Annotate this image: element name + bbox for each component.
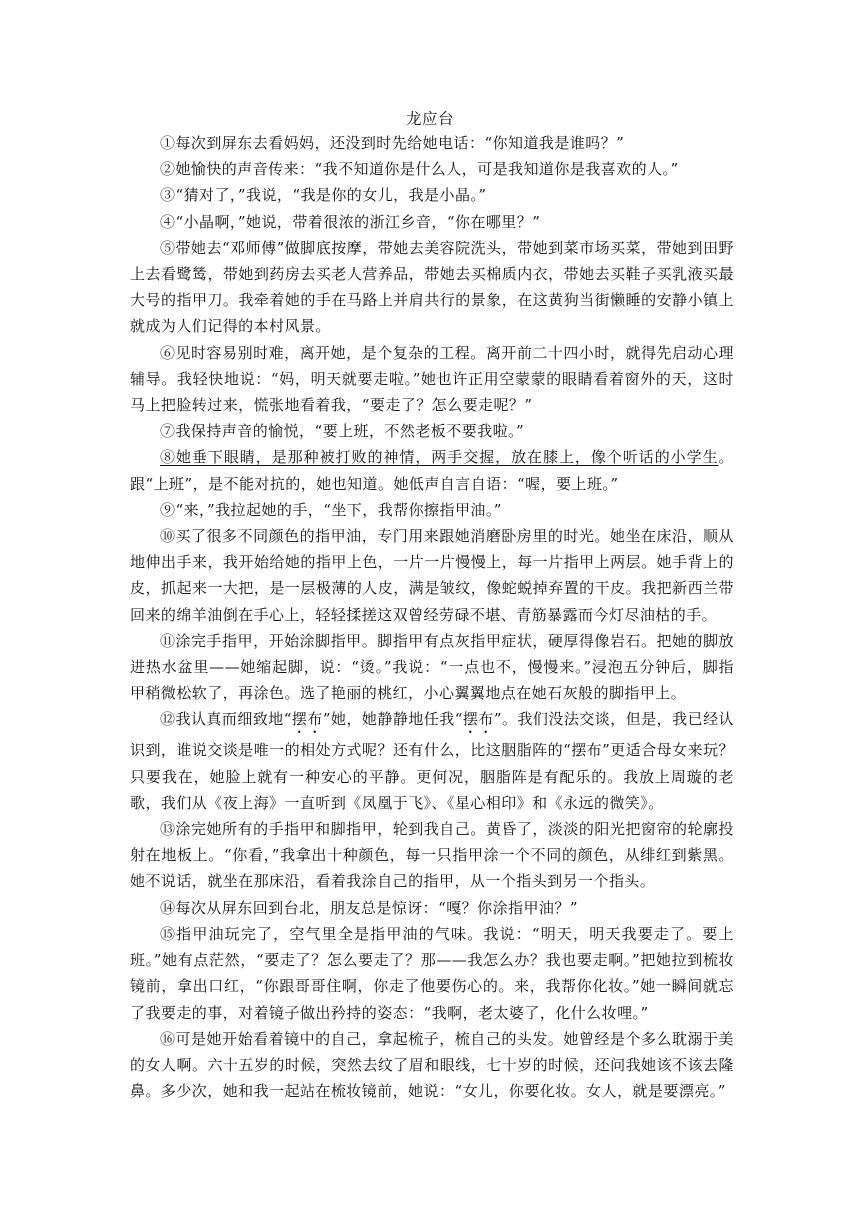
paragraph-12-part-1: ⑫我认真而细致地“ [160,710,292,729]
emphasized-word-2: 摆布 [462,710,494,729]
paragraph-11: ⑪涂完手指甲，开始涂脚指甲。脚指甲有点灰指甲症状，硬厚得像岩石。把她的脚放进热水盆里——她缩起脚，说：“烫。”我说：“一点也不，慢慢来。”浸泡五分钟后，脚指甲稍微松软了，再涂色。选了艳丽的桃红，小心翼翼地点在她石灰般的脚指甲上。 [130,631,734,703]
paragraph-13: ⑬涂完她所有的手指甲和脚指甲，轮到我自己。黄昏了，淡淡的阳光把窗帘的轮廓投射在地板上。“你看，”我拿出十种颜色，每一只指甲涂一个不同的颜色，从绯红到紫黑。她不说话，就坐在那床沿，看着我涂自己的指甲，从一个指头到另一个指头。 [130,820,734,891]
paragraph-7: ⑦我保持声音的愉悦，“要上班，不然老板不要我啦。” [160,422,525,441]
emphasized-word-1: 摆布 [291,710,323,729]
paragraph-12-part-3: ”。我们没法交谈，但是，我已经认识到，谁说交谈是唯一的相处方式呢？还有什么，比这胭脂阵的“摆布”更适合母女来玩？只要我在，她脸上就有一种安心的平静。更何况，胭脂阵是有配乐的。我放上周璇的老歌，我们从《夜上海》一直听到《凤凰于飞》、《星心相印》和《永远的微笑》。 [130,710,734,812]
paragraph-6: ⑥见时容易别时难，离开她，是个复杂的工程。离开前二十四小时，就得先启动心理辅导。我轻快地说：“妈，明天就要走啦。”她也许正用空蒙蒙的眼睛看着窗外的天，这时马上把脸转过来，慌张地看着我，“要走了？怎么要走呢？” [130,343,734,415]
paragraph-10: ⑩买了很多不同颜色的指甲油，专门用来跟她消磨卧房里的时光。她坐在床沿，顺从地伸出手来，我开始给她的指甲上色，一片一片慢慢上，每一片指甲上两层。她手背上的皮，抓起来一大把，是一层极薄的人皮，满是皱纹，像蛇蜕掉弃置的干皮。我把新西兰带回来的绵羊油倒在手心上，轻轻揉搓这双曾经劳碌不堪、青筋暴露而今灯尽油枯的手。 [130,527,734,624]
paragraph-4: ④“小晶啊，”她说，带着很浓的浙江乡音，“你在哪里？” [160,212,541,231]
paragraph-8 [130,444,734,496]
article-body [130,130,734,1104]
paragraph-15: ⑮指甲油玩完了，空气里全是指甲油的气味。我说：“明天，明天我要走了。要上班。”她有点茫然，“要走了？怎么要走了？那——我怎么办？我也要走啊。”把她拉到梳妆镜前，拿出口红，“你跟哥哥住啊，你走了他要伤心的。来，我帮你化妆。”她一瞬间就忘了我要走的事，对着镜子做出矜持的姿态：“我啊，老太婆了，化什么妆哩。” [130,924,734,1022]
paragraph-3: ③“猜对了，”我说，“我是你的女儿，我是小晶。” [160,186,487,205]
paragraph-14: ⑭每次从屏东回到台北，朋友总是惊讶：“嘎？你涂指甲油？” [160,898,578,917]
paragraph-8-rest: 。跟“上班”，是不能对抗的，她也知道。她低声自言自语：“喔，要上班。” [130,448,734,493]
paragraph-1: ①每次到屏东去看妈妈，还没到时先给她电话：“你知道我是谁吗？” [160,134,625,152]
author-title: 龙应台 [405,110,454,128]
paragraph-5: ⑤带她去“邓师傅”做脚底按摩，带她去美容院洗头，带她到菜市场买菜，带她到田野上去看鹭鸶，带她到药房去买老人营养品，带她去买棉质内衣，带她去买鞋子买乳液买最大号的指甲刀。我牵着她的手在马路上并肩共行的景象，在这黄狗当街懒睡的安静小镇上就成为人们记得的本村风景。 [130,238,734,336]
paragraph-16: ⑯可是她开始看着镜中的自己，拿起梳子，梳自己的头发。她曾经是个多么耽溺于美的女人啊。六十五岁的时候，突然去纹了眉和眼线，七十岁的时候，还问我她该不该去隆鼻。多少次，她和我一起站在梳妆镜前，她说：“女儿，你要化妆。女人，就是要漂亮。” [130,1029,734,1101]
paragraph-9: ⑨“来，”我拉起她的手，“坐下，我帮你擦指甲油。” [160,500,502,519]
paragraph-12 [130,706,734,816]
paragraph-12-part-2: ”她，她静静地任我“ [322,710,463,729]
paragraph-2: ②她愉快的声音传来：“我不知道你是什么人，可是我知道你是我喜欢的人。” [160,160,679,179]
underlined-sentence: ⑧她垂下眼睛，是那种被打败的神情，两手交握，放在膝上，像个听话的小学生 [160,448,719,467]
